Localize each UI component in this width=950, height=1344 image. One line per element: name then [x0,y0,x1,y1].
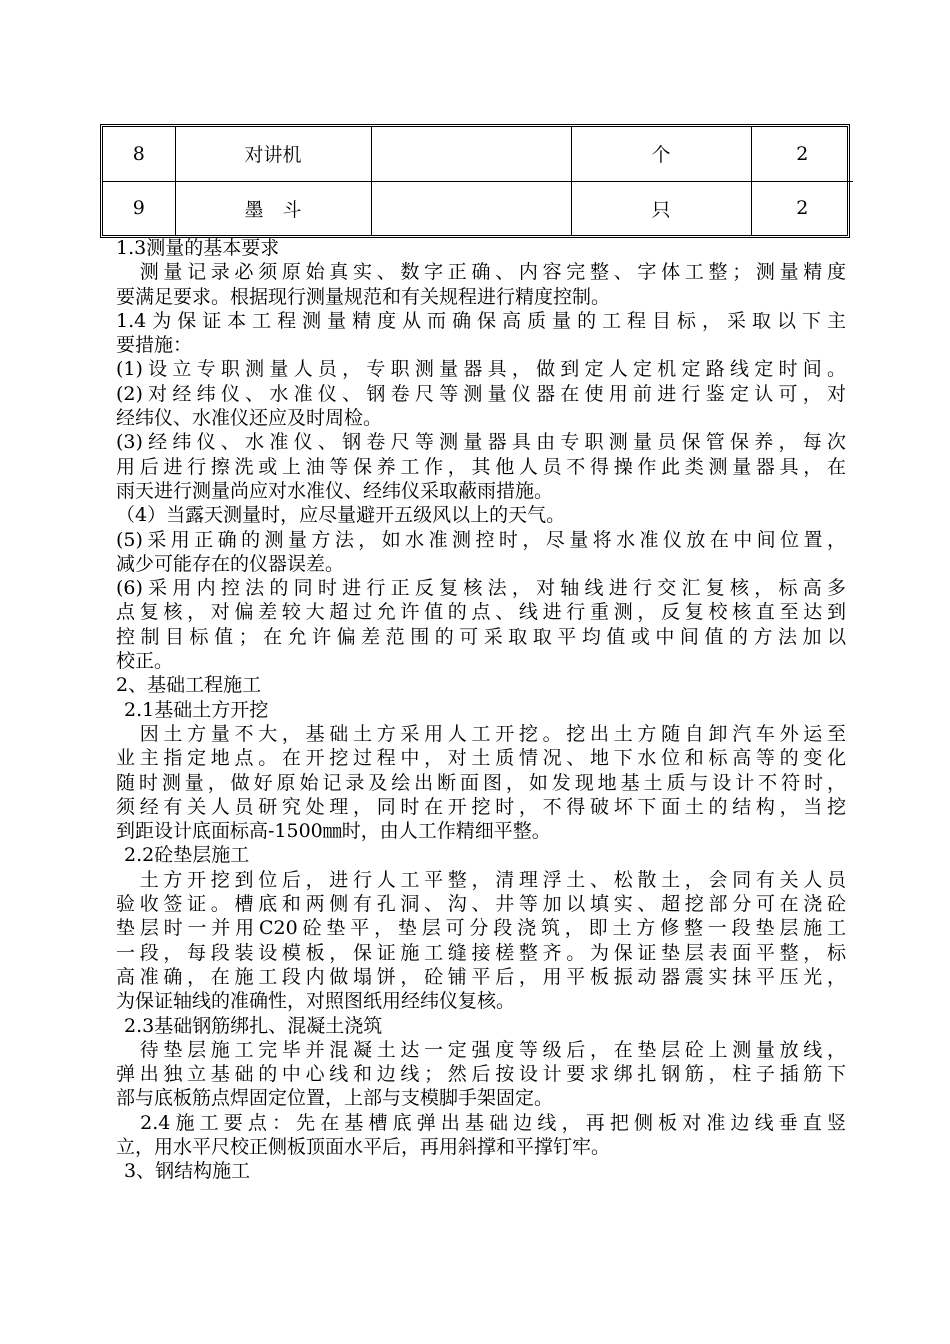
text-line: 测量记录必须原始真实、数字正确、内容完整、字体工整；测量精度 [116,261,846,284]
table-cell-spec [371,127,571,181]
subsection-heading: 2.2砼垫层施工 [124,844,250,867]
text-line: 要满足要求。根据现行测量规范和有关规程进行精度控制。 [116,285,611,308]
text-line: 减少可能存在的仪器误差。 [116,552,345,575]
table-cell-index: 8 [103,127,175,181]
table-cell-unit: 只 [571,181,751,235]
list-item-line: (3)经纬仪、水准仪、钢卷尺等测量器具由专职测量员保管保养，每次 [116,431,846,454]
section-heading: 1.3测量的基本要求 [116,237,280,259]
list-item-line: (2)对经纬仪、水准仪、钢卷尺等测量仪器在使用前进行鉴定认可，对 [116,382,846,405]
table-row [103,181,853,235]
text-line: 1.4为保证本工程测量精度从而确保高质量的工程目标，采取以下主 [116,309,846,332]
subsection-heading: 2.3基础钢筋绑扎、混凝土浇筑 [124,1014,383,1037]
table-cell-quantity: 2 [751,127,853,181]
text-line: 经纬仪、水准仪还应及时周检。 [116,407,383,430]
list-item-line: (6)采用内控法的同时进行正反复核法，对轴线进行交汇复核，标高多 [116,577,846,600]
text-line: 高准确，在施工段内做塌饼，砼铺平后，用平板振动器震实抹平压光， [116,965,846,988]
table-cell-name: 对讲机 [175,127,371,181]
list-item-line: (1)设立专职测量人员，专职测量器具，做到定人定机定路线定时间。 [116,358,846,381]
table-cell-name: 墨 斗 [175,181,371,235]
text-line: 弹出独立基础的中心线和边线；然后按设计要求绑扎钢筋，柱子插筋下 [116,1063,846,1086]
equipment-table-grid [103,127,853,235]
table-row [103,127,853,181]
text-line: 部与底板筋点焊固定位置，上部与支模脚手架固定。 [116,1087,554,1110]
text-line: 待垫层施工完毕并混凝土达一定强度等级后，在垫层砼上测量放线， [116,1038,846,1061]
text-line: 土方开挖到位后，进行人工平整，清理浮土、松散土，会同有关人员 [116,868,846,891]
equipment-table [100,124,850,238]
text-line: 立，用水平尺校正侧板顶面水平后，再用斜撑和平撑钉牢。 [116,1135,611,1158]
text-line: 随时测量，做好原始记录及绘出断面图，如发现地基土质与设计不符时， [116,771,846,794]
table-cell-spec [371,181,571,235]
text-line: 为保证轴线的准确性，对照图纸用经纬仪复核。 [116,990,516,1013]
subsection-heading: 2.1基础土方开挖 [124,698,269,721]
text-line: 须经有关人员研究处理，同时在开挖时，不得破坏下面土的结构，当挖 [116,795,846,818]
text-line: 雨天进行测量尚应对水准仪、经纬仪采取蔽雨措施。 [116,479,554,502]
text-line: 2.4施工要点：先在基槽底弹出基础边线，再把侧板对准边线垂直竖 [116,1111,846,1134]
text-line: 校正。 [116,650,174,673]
text-line: 业主指定地点。在开挖过程中，对土质情况、地下水位和标高等的变化 [116,747,846,770]
text-line: 验收签证。槽底和两侧有孔洞、沟、井等加以填实、超挖部分可在浇砼 [116,893,846,916]
text-line: 到距设计底面标高-1500㎜时，由人工作精细平整。 [116,820,551,843]
section-heading: 3、钢结构施工 [124,1160,251,1183]
section-heading: 2、基础工程施工 [116,674,262,697]
table-cell-index: 9 [103,181,175,235]
text-line: 垫层时一并用C20砼垫平，垫层可分段浇筑，即土方修整一段垫层施工 [116,917,846,940]
text-line: 点复核，对偏差较大超过允许值的点、线进行重测，反复校核直至达到 [116,601,846,624]
text-line: 要措施： [116,334,193,357]
list-item-line: （4）当露天测量时，应尽量避开五级风以上的天气。 [116,504,566,527]
text-line: 用后进行擦洗或上油等保养工作，其他人员不得操作此类测量器具，在 [116,455,846,478]
body-text [116,236,846,1184]
table-cell-quantity: 2 [751,181,853,235]
table-cell-unit: 个 [571,127,751,181]
text-line: 一段，每段装设模板，保证施工缝接槎整齐。为保证垫层表面平整，标 [116,941,846,964]
text-line: 因土方量不大，基础土方采用人工开挖。挖出土方随自卸汽车外运至 [116,722,846,745]
text-line: 控制目标值；在允许偏差范围的可采取取平均值或中间值的方法加以 [116,625,846,648]
list-item-line: (5)采用正确的测量方法，如水准测控时，尽量将水准仪放在中间位置， [116,528,846,551]
